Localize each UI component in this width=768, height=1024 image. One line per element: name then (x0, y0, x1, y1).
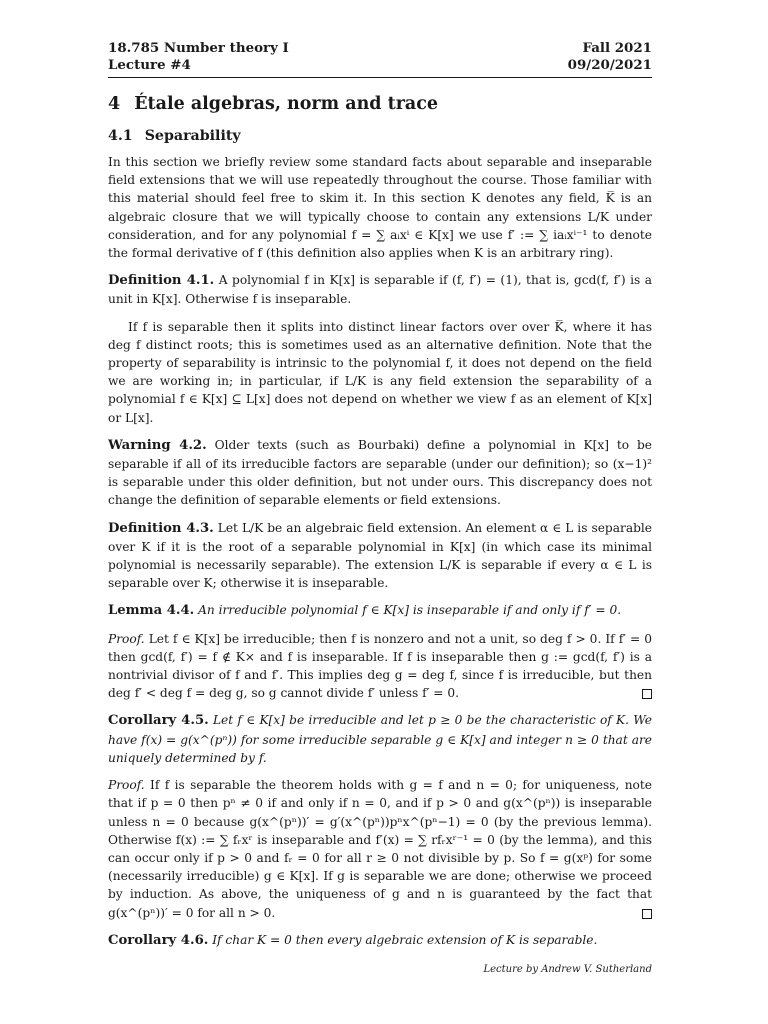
lemma-4-4-label: Lemma 4.4. (108, 603, 195, 619)
corollary-4-5-label: Corollary 4.5. (108, 713, 209, 729)
page-footer: Lecture by Andrew V. Sutherland (483, 964, 652, 975)
lecture-date: 09/20/2021 (567, 57, 652, 73)
definition-4-3 (108, 519, 652, 593)
subsection-heading (108, 127, 652, 145)
proof-4-5-text: If f is separable the theorem holds with g = f and n = 0; for uniqueness, note that if p = 0 then pⁿ ≠ 0 if and only if n = 0, and if p > 0 and g(x^(pⁿ)) is inseparable unless n = 0 because g(x^(pⁿ))′ = g′(x^(pⁿ))pⁿx^(pⁿ−1) = 0 (by the previous lemma). Otherwise f(x) := ∑ fᵣxʳ is inseparable and f′(x) = ∑ rfᵣxʳ⁻¹ = 0 (by the lemma), and this can occur only if p > 0 and fᵣ = 0 for all r ≥ 0 not divisible by p. So f = g(xᵖ) for some (necessarily irreducible) g ∈ K[x]. If g is separable we are done; otherwise we proceed by induction. As above, the uniqueness of g and n is guaranteed by the fact that g(x^(pⁿ))′ = 0 for all n > 0. (108, 778, 653, 920)
page-content (108, 40, 652, 950)
proof-4-4-text: Let f ∈ K[x] be irreducible; then f is nonzero and not a unit, so deg f > 0. If f′ = 0 then gcd(f, f′) = f ∉ K× and f is inseparable. If f is inseparable then g := gcd(f, f′) is a nontrivial divisor of f and f′. This implies deg g = deg f, since f is irreducible, but then deg f′ < deg f = deg g, so g cannot divide f′ unless f′ = 0. (108, 631, 652, 701)
intro-paragraph: In this section we briefly review some standard facts about separable and inseparable field extensions that we will use repeatedly throughout the course. Those familiar with this material should feel free to skim it. In this section K denotes any field, K̅ is an algebraic closure that we will typically choose to contain any extensions L/K under consideration, and for any polynomial f = ∑ aᵢxⁱ ∈ K[x] we use f′ := ∑ iaᵢxⁱ⁻¹ to denote the formal derivative of f (this definition also applies when K is an arbitrary ring). (108, 155, 652, 261)
lemma-4-4-text: An irreducible polynomial f ∈ K[x] is inseparable if and only if f′ = 0. (198, 603, 622, 618)
lemma-4-4 (108, 601, 652, 620)
proof-label: Proof. (108, 778, 145, 793)
warning-4-2-label: Warning 4.2. (108, 437, 207, 453)
course-title: 18.785 Number theory I (108, 40, 289, 56)
definition-4-1-label: Definition 4.1. (108, 273, 215, 289)
corollary-4-6-text: If char K = 0 then every algebraic extension of K is separable. (212, 932, 598, 947)
corollary-4-6 (108, 931, 652, 950)
header-rule (108, 77, 652, 78)
warning-4-2 (108, 436, 652, 510)
lecture-number: Lecture #4 (108, 57, 191, 73)
section-heading (108, 93, 652, 115)
section-title: Étale algebras, norm and trace (134, 94, 439, 114)
subsection-number: 4.1 (108, 128, 133, 144)
corollary-4-6-label: Corollary 4.6. (108, 932, 209, 948)
term: Fall 2021 (582, 40, 652, 56)
proof-label: Proof. (108, 631, 145, 646)
corollary-4-5 (108, 711, 652, 767)
qed-symbol (642, 689, 652, 699)
warning-4-2-text: Older texts (such as Bourbaki) define a polynomial in K[x] to be separable if all of its irreducible factors are separable (under our definition); so (x−1)² is separable under this older definition, but not under ours. This discrepancy does not change the definition of separable elements or field extensions. (108, 437, 653, 508)
proof-4-5 (108, 776, 652, 922)
definition-4-1-text: A polynomial f in K[x] is separable if (f, f′) = (1), that is, gcd(f, f′) is a unit in K[x]. Otherwise f is inseparable. (108, 273, 653, 307)
separability-paragraph: If f is separable then it splits into distinct linear factors over over K̅, where it has deg f distinct roots; this is sometimes used as an alternative definition. Note that the property of separability is intrinsic to the polynomial f, it does not depend on the field we are working in; in particular, if L/K is any field extension the separability of a polynomial f ∈ K[x] ⊆ L[x] does not depend on whether we view f as an element of K[x] or L[x]. (108, 319, 652, 425)
definition-4-3-text: Let L/K be an algebraic field extension. An element α ∈ L is separable over K if it is the root of a separable polynomial in K[x] (in which case its minimal polynomial is necessarily separable). The extension L/K is separable if every α ∈ L is separable over K; otherwise it is inseparable. (108, 520, 652, 591)
definition-4-1 (108, 271, 652, 308)
definition-4-3-label: Definition 4.3. (108, 520, 214, 536)
corollary-4-5-text: Let f ∈ K[x] be irreducible and let p ≥ 0 be the characteristic of K. We have f(x) = g(x^(pⁿ)) for some irreducible separable g ∈ K[x] and integer n ≥ 0 that are uniquely determined by f. (108, 713, 653, 765)
proof-4-4 (108, 630, 652, 703)
subsection-title: Separability (144, 128, 241, 144)
section-number: 4 (108, 94, 121, 114)
qed-symbol (642, 909, 652, 919)
running-header (108, 40, 652, 74)
